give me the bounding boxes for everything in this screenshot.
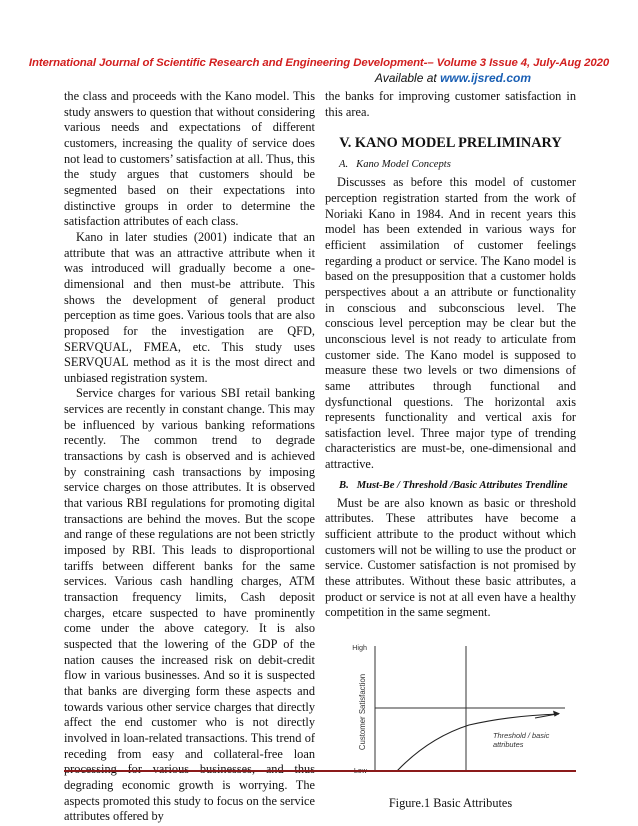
- paragraph: Kano in later studies (2001) indicate that an attribute that was an attractive attribute when it was introduced will gradually become a one-dimensional and then must-be attribute. This shows the development of general product perception as time goes. Various tools that are also proposed for the investigation are QFD, SERVQUAL, FMEA, etc. This study uses SERVQUAL method as it is the most direct and unbiased registration system.: [64, 229, 315, 385]
- y-high-label: High: [352, 643, 367, 653]
- left-column: [64, 89, 315, 825]
- paragraph: the class and proceeds with the Kano model. This study answers to question that without considering various needs and expectations of different customers, increasing the quality of service does not lead to customers’ satisfaction at all. Thus, this the study argues that customers should be segmented based on their expectations into distinctive groups in order to determine the satisfaction attributes of each class.: [64, 89, 315, 229]
- paragraph: Must be are also known as basic or threshold attributes. These attributes have become a sufficient attribute to the product without which customers will not be willing to use the product or service. Customer satisfaction is not promised by these attributes. Without these basic attributes, a product or service is not at all even have a healthy competition in the same segment.: [325, 495, 576, 620]
- available-prefix: Available at: [374, 71, 437, 85]
- paragraph: Discusses as before this model of customer perception registration started from the work of Noriaki Kano in 1984. And in recent years this model has been extended in various ways for efficient assimilation of customer feelings regarding a product or service. The Kano model is based on the presupposition that a customer holds perspectives about a an attribute or functionality in conscious and subconscious level. The conscious level perception may be clear but the unconscious level is not ready to articulate from customer side. The Kano model is supposed to measure these two levels or two dimensions of same attributes through functional and dysfunctional questions. The horizontal axis represents functionality and vertical axis for satisfaction level. Three major type of trending characteristics are must-be, one-dimensional and attractive.: [325, 175, 576, 472]
- paragraph: the banks for improving customer satisfaction in this area.: [325, 89, 576, 119]
- availability-line: [375, 71, 531, 85]
- journal-header: International Journal of Scientific Research and Engineering Development-– Volume 3 Issue 4, July-Aug 2020: [28, 57, 610, 69]
- subsection-label: A.: [339, 159, 349, 171]
- section-heading: V. KANO MODEL PRELIMINARY: [339, 135, 562, 152]
- subsection-label: B.: [339, 479, 349, 491]
- subsection-title: Must-Be / Threshold /Basic Attributes Trendline: [356, 479, 568, 491]
- y-axis-title: Customer Satisfaction: [358, 673, 367, 751]
- threshold-annotation: Threshold / basic: [493, 731, 550, 741]
- right-column: [325, 89, 576, 811]
- subsection-heading-a: [325, 158, 576, 172]
- figure-diagram: [339, 632, 573, 784]
- paragraph: Service charges for various SBI retail banking services are recently in constant change. This may be influenced by various banking reformations recently. The common trend to degrade transactions by cash is observed and is achieved by constraining cash transactions by imposing service charges on those attributes. It is observed that various RBI regulations for promoting digital transactions are behind the moves. But the scope and range of these regulations are not been strictly imposed by RBI. This leads to disproportional tariffs between different banks for the same services. Various cash handling charges, ATM transaction frequency limits, Cash deposit charges, etcare suspected to have prominently come under the above category. It is also suspected that the lowering of the GDP of the nation causes the increased risk on debit-credit flow in various businesses. And so it is suspected that banks are diverging form these aspects and towards various other service charges that directly affect the end customer who is not directly involved in loan-related transactions. This trend of receding from easy and collateral-free loan degrading economic growth is worrying. The aspects promoted this study to focus on the service attributes offered by: [64, 386, 315, 824]
- subsection-title: Kano Model Concepts: [356, 159, 451, 171]
- curve-arrowhead: [553, 711, 560, 717]
- figure-caption: Figure.1 Basic Attributes: [388, 796, 513, 811]
- journal-url-link[interactable]: www.ijsred.com: [440, 71, 531, 85]
- kano-basic-attributes-figure: [339, 632, 573, 784]
- footer-rule: [64, 770, 576, 772]
- threshold-annotation: attributes: [493, 740, 524, 750]
- threshold-curve: [397, 714, 559, 771]
- subsection-heading-b: [325, 479, 576, 493]
